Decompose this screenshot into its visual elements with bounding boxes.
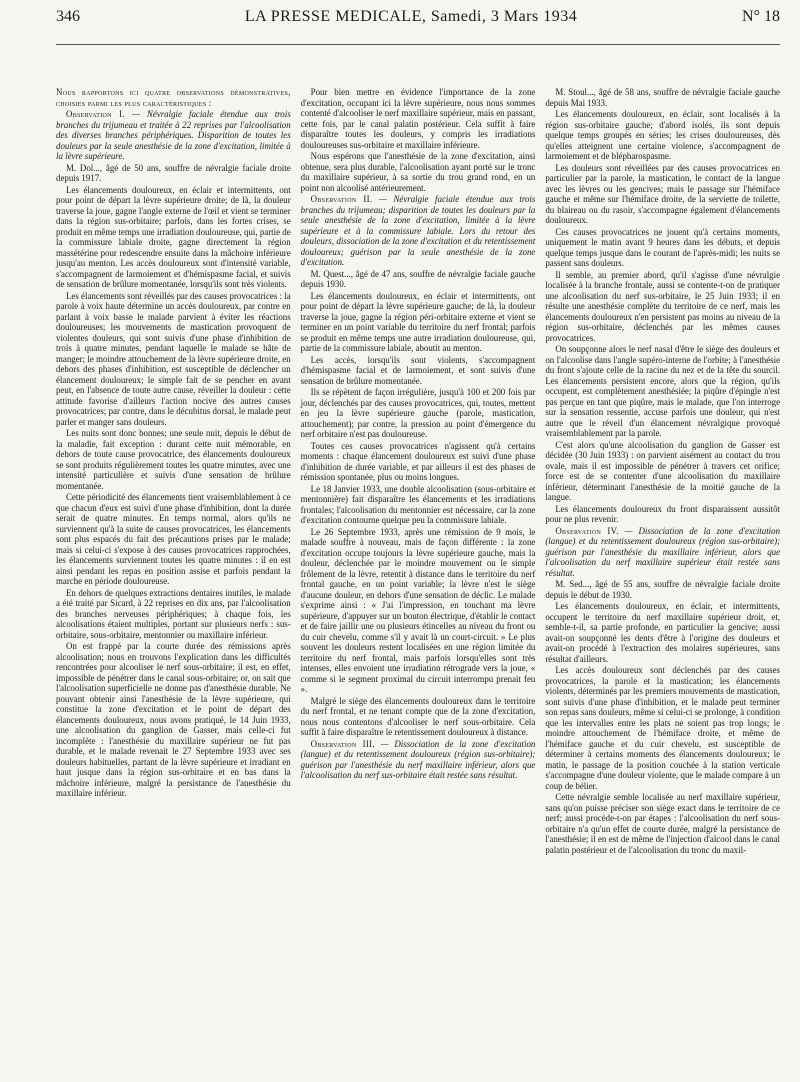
paragraph: Toutes ces causes provocatrices n'agissent qu'à certains moments : chaque élancement douloureux est suivi d'une phase d'inhibition de durée variable, et par ailleurs il est des phases de rémission spontanée, plus ou moins longues. [300, 440, 536, 482]
paragraph: Les accès douloureux sont déclenchés par des causes provocatrices, la parole et la mastication; les élancements violents, déterminés par les premiers mouvements de mastication, sont suivis d'une phase d'inhibition, et le malade peut terminer son repas sans douleurs, même si celui-ci se prolonge, à condition que les intervalles entre les plats ne soient pas trop longs; le moindre attouchement de l'hémiface droite, et même de l'hémiface gauche et du cuir chevelu, est susceptible de déterminer à certains moments des élancements douloureux; le matin, le passage de la position couchée à la station verticale s'accompagne d'une douleur violente, que le malade compare à un coup de bélier. [545, 665, 781, 791]
paragraph: En dehors de quelques extractions dentaires inutiles, le malade a été traité par Sicard, à 22 reprises en dix ans, par l'alcoolisation des branches nerveuses périphériques; à chaque fois, les alcoolisations étaient multiples, portant sur plusieurs nerfs : sus-orbitaire, sous-orbitaire, mentonnier ou maxillaire inférieur. [56, 587, 291, 640]
observation-label: Observation III. [310, 738, 375, 749]
observation-2-heading [301, 194, 536, 268]
text-columns [56, 87, 780, 856]
observation-3-heading [301, 739, 536, 781]
page-header [56, 8, 780, 45]
observation-label: Observation I. [66, 109, 125, 119]
column-1 [56, 87, 291, 856]
observation-label: Observation II. [310, 194, 373, 204]
observation-title: — Névralgie faciale étendue aux trois branches du trijumeau; disparition de toutes les douleurs par la seule anesthésie de la zone d'excitation, limitée à la lèvre supérieure et à la commissure labiale. Lors du retour des douleurs, dissociation de la zone d'excitation et du retentissement douloureux; guérison par la seule anesthésie de la zone d'excitation. [300, 194, 536, 267]
paragraph: M. Stoul..., âgé de 58 ans, souffre de névralgie faciale gauche depuis Mai 1933. [545, 87, 781, 108]
journal-title: LA PRESSE MEDICALE, Samedi, 3 Mars 1934 [244, 8, 578, 25]
paragraph: On est frappé par la courte durée des rémissions après alcoolisation; nous en trouvons l'explication dans les difficultés rencontrées pour alcooliser le nerf sous-orbitaire; il est, en effet, impossible de pénétrer dans le canal sous-orbitaire; or, on sait que l'alcoolisation superficielle ne donne pas d'anesthésie durable. Ne pouvant obtenir ainsi l'anesthésie de la lèvre supérieure, qui constitue la zone d'excitation et le point de départ des élancements douloureux, nous avons pratiqué, le 14 Juin 1933, une alcoolisation du ganglion de Gasser, mais celle-ci fut incomplète : l'anesthésie du maxillaire supérieur ne fut pas durable, et le malade revenait le 27 Septembre 1933 avec ses douleurs habituelles, partant de la lèvre supérieure et irradiant en haut jusque dans la région sus-orbitaire et en bas dans la mâchoire inférieure, malgré la persistance de l'anesthésie du maxillaire inférieur. [56, 641, 291, 798]
paragraph: Les élancements sont réveillés par des causes provocatrices : la parole à voix haute détermine un accès douloureux, par contre en parlant à voix basse le malade parvient à éviter les réactions douloureuses; les mouvements de mastication provoquent de violentes douleurs, qui sont suivis d'une phase d'inhibition de trois à quatre minutes, pendant laquelle le malade se hâte de manger; le moindre attouchement de la lèvre supérieure droite, en dehors des phases d'inhibition, est susceptible de déclencher un élancement douloureux; le simple fait de se pencher en avant peut, en l'absence de toute autre cause, réveiller la douleur : cette attitude favorise d'ailleurs l'action nocive des autres causes provocatrices; par contre, dans le décubitus dorsal, le malade peut parler et manger sans douleurs. [56, 290, 291, 427]
column-2 [301, 87, 536, 856]
paragraph: Les douleurs sont réveillées par des causes provocatrices en particulier par la parole, la mastication, le contact de la langue avec les lèvres ou les gencives; mais le passage sur l'hémiface gauche et même sur l'hémiface droite, de la serviette de toilette, du blaireau ou du rasoir, s'accompagne également d'élancements douloureux. [545, 162, 781, 225]
paragraph: Ces causes provocatrices ne jouent qu'à certains moments, uniquement le matin avant 9 heures dans les débuts, et depuis quelque temps jusque dans le courant de l'après-midi; les nuits se passent sans douleurs. [545, 226, 781, 268]
column-3 [545, 87, 780, 856]
paragraph: Les élancements douloureux, en éclair, et intermittents, occupent le territoire du nerf maxillaire supérieur droit, et, semble-t-il, sa partie profonde, en particulier la gencive; aussi avait-on soupçonné les dents d'être à l'origine des douleurs et avait-on procédé à l'extraction des molaires supérieures, sans résultat d'ailleurs. [545, 601, 781, 664]
paragraph: Le 18 Janvier 1933, une double alcoolisation (sous-orbitaire et mentonnière) fait disparaître les élancements et les irradiations frontales; l'alcoolisation du mentonnier est nécessaire, car la zone d'excitation contourne quelque peu la commissure labiale. [300, 483, 536, 525]
paragraph: Il semble, au premier abord, qu'il s'agisse d'une névralgie localisée à la branche frontale, aussi se contente-t-on de pratiquer une alcoolisation du nerf sus-orbitaire, le 25 Juin 1933; il en résulte une anesthésie complète du territoire de ce nerf, mais les élancements douloureux n'en persistent pas moins au niveau de la région sus-orbitaire, déclenchés par les mêmes causes provocatrices. [545, 269, 781, 343]
observation-title: — Dissociation de la zone d'excitation (langue) et du retentissement douloureux (région sus-orbitaire); guérison par l'anesthésie du maxillaire inférieur, alors que l'alcoolisation du nerf maxillaire supérieur était restée sans résultat. [545, 525, 781, 578]
paragraph: Malgré le siège des élancements douloureux dans le territoire du nerf frontal, et ne tenant compte que de la zone d'excitation, nous nous contentons d'alcooliser le nerf sous-orbitaire. Cela suffit à faire disparaître le retentissement douloureux à distance. [300, 695, 536, 737]
observation-title: — Névralgie faciale étendue aux trois branches du trijumeau et traitée à 22 reprises par l'alcoolisation des diverses branches périphériques. Disparition de toutes les douleurs par la seule anesthésie de la zone d'excitation, limitée à la lèvre supérieure. [56, 109, 291, 161]
paragraph: On soupçonne alors le nerf nasal d'être le siège des douleurs et on l'alcoolise dans l'angle supéro-interne de l'orbite; à l'anesthésie du front s'ajoute celle de la racine du nez et de la tête du sourcil. Les élancements persistent encore, alors que la région, qu'ils occupent, est complètement anesthésiée; la piqûre d'épingle n'est pas perçue en tant que piqûre, mais le malade, que l'on interroge sur la sensation ressentie, accuse parfois une douleur, qui n'est autre que le réveil d'un élancement névralgique provoqué vraisemblablement par la parole. [545, 344, 781, 438]
observation-title: — Dissociation de la zone d'excitation (langue) et du retentissement douloureux (région sus-orbitaire); guérison par l'anesthésie du nerf maxillaire inférieur, alors que l'alcoolisation du nerf sus-orbitaire était restée sans résultat. [300, 738, 536, 780]
observation-label: Observation IV. [555, 525, 619, 536]
paragraph: M. Dol..., âgé de 50 ans, souffre de névralgie faciale droite depuis 1917. [56, 162, 291, 183]
paragraph: Le 26 Septembre 1933, après une rémission de 9 mois, le malade souffre à nouveau, mais de façon différente : la zone d'excitation occupe toujours la lèvre supérieure gauche, mais la douleur, déclenchée par le moindre mouvement ou le simple frôlement de la lèvre, retentit à distance dans le territoire du nerf frontal gauche, en un point variable; la lèvre n'est le siège d'aucune douleur, en dehors d'une sensation de déclic. Le malade s'exprime ainsi : « J'ai l'impression, en touchant ma lèvre supérieure, d'appuyer sur un bouton électrique, d'établir le contact et de faire jaillir une ou plusieurs étincelles au niveau du front ou du cuir chevelu, comme s'il y avait là un court-circuit. » Le plus souvent les douleurs restent localisées en une région limitée du territoire du nerf frontal, mais parfois lorsqu'elles sont très intenses, elles envoient une irradiation rétrograde vers la joue, « comme si le segment proximal du circuit interrompu prenait feu ». [300, 526, 536, 694]
page-number: 346 [56, 8, 80, 25]
observation-1-heading [56, 109, 291, 162]
paragraph: Nous espérons que l'anesthésie de la zone d'excitation, ainsi obtenue, sera plus durable, l'alcoolisation ayant porté sur le tronc du maxillaire supérieur, à sa sortie du trou grand rond, en un point non alcoolisé antérieurement. [300, 151, 536, 193]
paragraph: Les élancements douloureux, en éclair et intermittents, ont pour point de départ la lèvre supérieure gauche; de là, la douleur traverse la joue, gagne la région péri-orbitaire externe et vient se terminer en un point variable du territoire du nerf frontal; parfois se produit en même temps une autre irradiation douloureuse, qui, partie de la commissure labiale, aboutit au menton. [300, 290, 536, 353]
paragraph: Les nuits sont donc bonnes; une seule nuit, depuis le début de la maladie, fait exception : durant cette nuit mémorable, en dehors de toute cause provocatrice, des élancements douloureux se sont produits régulièrement toutes les quatre minutes, avec une intensité particulière et suivis d'une sensation de brûlure momentanée. [56, 428, 291, 491]
paragraph: Les élancements douloureux du front disparaissent aussitôt pour ne plus revenir. [545, 503, 781, 524]
paragraph: M. Quest..., âgé de 47 ans, souffre de névralgie faciale gauche depuis 1930. [300, 268, 536, 289]
observation-4-heading [545, 526, 780, 579]
issue-number: N° 18 [742, 8, 780, 25]
paragraph: Les élancements douloureux, en éclair et intermittents, ont pour point de départ la lèvre supérieure droite; de là, la douleur traverse la joue, gagne l'angle externe de l'œil et vient se terminer dans la région sus-orbitaire; parfois, dans les fortes crises, se produit en même temps une irradiation douloureuse, qui, partie de la commissure labiale droite, gagne directement la région massétérine pour redescendre ensuite dans la mâchoire inférieure jusqu'au menton. Les accès douloureux sont d'intensité variable, s'accompagnent de larmoiement et d'hémispasme facial, et suivis de sensation de brûlure momentanée, lorsqu'ils sont très violents. [56, 184, 291, 289]
intro-paragraph: Nous rapportons ici quatre observations démonstratives, choisies parmi les plus caractéristiques : [56, 87, 291, 108]
paragraph: Cette névralgie semble localisée au nerf maxillaire supérieur, sans qu'on puisse préciser son siège exact dans le territoire de ce nerf; aussi procède-t-on par étapes : l'alcoolisation du nerf sous-orbitaire n'a qu'un effet de courte durée, malgré la persistance de l'anesthésie; il en est de même de l'injection d'alcool dans le canal palatin postérieur et de l'alcoolisation du tronc du maxil- [545, 792, 781, 855]
paragraph: M. Sed..., âgé de 55 ans, souffre de névralgie faciale droite depuis le début de 1930. [545, 579, 781, 600]
paragraph: Ils se répètent de façon irrégulière, jusqu'à 100 et 200 fois par jour, déclenchés par des causes provocatrices, qui, toutes, mettent en jeu la lèvre supérieure gauche (parole, mastication, attouchement); par contre, la pression au point d'émergence du nerf orbitaire n'est pas douloureuse. [300, 387, 536, 439]
paragraph: Pour bien mettre en évidence l'importance de la zone d'excitation, occupant ici la lèvre supérieure, nous nous sommes contenté d'alcooliser le nerf maxillaire supérieur, mais en passant, cette fois, par le canal palatin postérieur. Cela suffit à faire disparaître toutes les douleurs, y compris les irradiations douloureuses sus-orbitaire et maxillaire inférieure. [300, 87, 536, 150]
paragraph: Les accès, lorsqu'ils sont violents, s'accompagnent d'hémispasme facial et de larmoiement, et sont suivis d'une sensation de brûlure momentanée. [300, 354, 536, 386]
paragraph: C'est alors qu'une alcoolisation du ganglion de Gasser est décidée (30 Juin 1933) : on parvient aisément au contact du trou ovale, mais il est impossible de pénétrer à travers cet orifice; force est de se contenter d'une alcoolisation du maxillaire inférieur, déterminant l'anesthésie de la moitié gauche de la langue. [545, 439, 781, 502]
paragraph: Cette périodicité des élancements tient vraisemblablement à ce que chacun d'eux est suivi d'une phase d'inhibition, dont la durée serait de quatre minutes. En temps normal, alors qu'ils ne surviennent qu'à la suite de causes provocatrices, les élancements sont plus espacés du fait des précautions prises par le malade; mais si celui-ci s'expose à des causes provocatrices rapprochées, les élancements surviennent toutes les quatre minutes : il en est ainsi pendant les repas en position assise et parfois pendant la marche en période douloureuse. [56, 492, 291, 586]
paragraph: Les élancements douloureux, en éclair, sont localisés à la région sus-orbitaire gauche; d'abord isolés, ils sont depuis quelque temps groupés en séries; les crises douloureuses, dès qu'elles atteignent une certaine violence, s'accompagnent de larmoiement et de blépharospasme. [545, 109, 781, 161]
